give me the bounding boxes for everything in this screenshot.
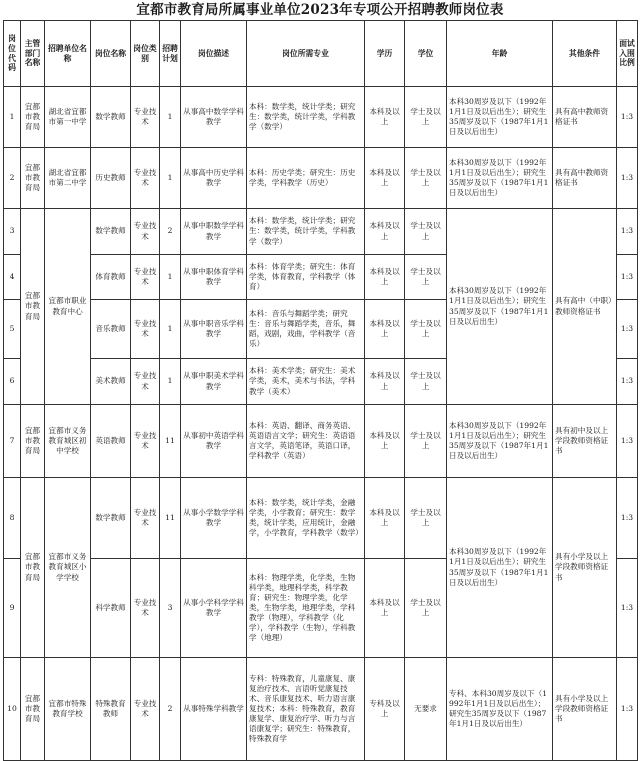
- table-row: [4, 478, 638, 559]
- cell-post: 历史教师: [91, 148, 131, 209]
- cell-edu: 本科及以上: [365, 559, 405, 658]
- cell-major: 专科：特殊教育，儿童康复、康复治疗技术、言语听觉康复技术、音乐康复技术、听力语言康复技术；本科：特殊教育，教育康复学、康复治疗学、听力与言语康复学；研究生：特殊教育，特殊教育学: [247, 658, 365, 761]
- cell-desc: 从事中职美术学科教学: [181, 359, 247, 405]
- table-row: [4, 658, 638, 761]
- cell-code: 4: [4, 255, 21, 300]
- cell-ratio: 1:3: [617, 359, 638, 405]
- cell-major: 本科：音乐与舞蹈学类；研究生：音乐与舞蹈学类，音乐，舞蹈，戏剧，戏曲，学科教学（音乐）: [247, 300, 365, 359]
- cell-post: 美术教师: [91, 359, 131, 405]
- cell-code: 5: [4, 300, 21, 359]
- cell-ratio: 1:3: [617, 87, 638, 148]
- cell-category: 专业技术: [131, 405, 160, 478]
- cell-degree: 学士及以上: [405, 87, 447, 148]
- cell-edu: 本科及以上: [365, 300, 405, 359]
- cell-major: 本科：英语、翻译、商务英语、英语语言文学；研究生：英语语言文学，英语笔译，英语口译，学科教学（英语）: [247, 405, 365, 478]
- cell-desc: 从事小学科学学科教学: [181, 559, 247, 658]
- cell-dept: 宜都市教育局: [21, 658, 45, 761]
- cell-plan: 1: [160, 255, 181, 300]
- cell-ratio: 1:3: [617, 559, 638, 658]
- recruitment-table: [3, 20, 638, 761]
- header-post: 岗位名称: [91, 21, 131, 87]
- cell-plan: 11: [160, 405, 181, 478]
- table-row: [4, 209, 638, 255]
- cell-ratio: 1:3: [617, 209, 638, 255]
- cell-other: 具有小学及以上学段教师资格证书: [553, 478, 617, 658]
- cell-unit: 宜都市义务教育城区小学学校: [45, 478, 91, 658]
- cell-code: 8: [4, 478, 21, 559]
- cell-degree: 无要求: [405, 658, 447, 761]
- cell-desc: 从事高中数学学科教学: [181, 87, 247, 148]
- cell-dept: 宜都市教育局: [21, 405, 45, 478]
- cell-major: 本科：体育学类；研究生：体育学类，体育教育，学科教学（体育）: [247, 255, 365, 300]
- cell-post: 音乐教师: [91, 300, 131, 359]
- cell-post: 科学教师: [91, 559, 131, 658]
- cell-dept: 宜都市教育局: [21, 209, 45, 405]
- cell-post: 数学教师: [91, 87, 131, 148]
- cell-ratio: 1:3: [617, 148, 638, 209]
- cell-dept: 宜都市教育局: [21, 87, 45, 148]
- cell-dept: 宜都市教育局: [21, 148, 45, 209]
- cell-plan: 1: [160, 300, 181, 359]
- cell-plan: 2: [160, 209, 181, 255]
- header-ratio: 面试入围比例: [617, 21, 638, 87]
- cell-desc: 从事中职体育学科教学: [181, 255, 247, 300]
- table-row: [4, 405, 638, 478]
- cell-code: 2: [4, 148, 21, 209]
- cell-degree: 学士及以上: [405, 209, 447, 255]
- cell-unit: 湖北省宜都市第一中学: [45, 87, 91, 148]
- table-row: [4, 87, 638, 148]
- cell-desc: 从事小学数学学科教学: [181, 478, 247, 559]
- cell-desc: 从事特殊学科教学: [181, 658, 247, 761]
- cell-degree: 学士及以上: [405, 478, 447, 559]
- cell-other: 具有初中及以上学段教师资格证书: [553, 405, 617, 478]
- cell-other: 具有高中教师资格证书: [553, 148, 617, 209]
- cell-other: 具有高中（中职）教师资格证书: [553, 209, 617, 405]
- cell-ratio: 1:3: [617, 658, 638, 761]
- cell-edu: 专科及以上: [365, 658, 405, 761]
- cell-unit: 宜都市义务教育城区初中学校: [45, 405, 91, 478]
- cell-degree: 学士及以上: [405, 559, 447, 658]
- cell-edu: 本科及以上: [365, 255, 405, 300]
- cell-category: 专业技术: [131, 87, 160, 148]
- cell-degree: 学士及以上: [405, 405, 447, 478]
- cell-unit: 湖北省宜都市第二中学: [45, 148, 91, 209]
- header-other: 其他条件: [553, 21, 617, 87]
- cell-plan: 1: [160, 87, 181, 148]
- cell-ratio: 1:3: [617, 405, 638, 478]
- cell-code: 9: [4, 559, 21, 658]
- recruitment-table-wrapper: [3, 20, 637, 744]
- cell-edu: 本科及以上: [365, 148, 405, 209]
- cell-edu: 本科及以上: [365, 478, 405, 559]
- cell-degree: 学士及以上: [405, 359, 447, 405]
- cell-code: 7: [4, 405, 21, 478]
- header-desc: 岗位描述: [181, 21, 247, 87]
- cell-category: 专业技术: [131, 658, 160, 761]
- cell-major: 本科：美术学类；研究生：美术学类，美术，美术与书法，学科教学（美术）: [247, 359, 365, 405]
- cell-desc: 从事初中英语学科教学: [181, 405, 247, 478]
- cell-major: 本科：物理学类，化学类，生物科学类，地理科学类，科学教育；研究生：物理学类，化学类，生物学类，地理学类，学科教学（物理），学科教学（化学），学科教学（生物），学科教学（地理）: [247, 559, 365, 658]
- cell-category: 专业技术: [131, 209, 160, 255]
- cell-ratio: 1:3: [617, 255, 638, 300]
- cell-edu: 本科及以上: [365, 209, 405, 255]
- cell-post: 英语教师: [91, 405, 131, 478]
- cell-unit: 宜都市特殊教育学校: [45, 658, 91, 761]
- cell-age: 本科30周岁及以下（1992年1月1日及以后出生）；研究生35周岁及以下（1987年1月1日及以后出生）: [447, 148, 553, 209]
- cell-post: 特殊教育教师: [91, 658, 131, 761]
- cell-post: 体育教师: [91, 255, 131, 300]
- cell-plan: 1: [160, 359, 181, 405]
- cell-other: 具有高中教师资格证书: [553, 87, 617, 148]
- cell-desc: 从事高中历史学科教学: [181, 148, 247, 209]
- cell-edu: 本科及以上: [365, 87, 405, 148]
- cell-plan: 3: [160, 559, 181, 658]
- cell-desc: 从事中职数学学科教学: [181, 209, 247, 255]
- cell-category: 专业技术: [131, 559, 160, 658]
- cell-age: 本科30周岁及以下（1992年1月1日及以后出生）；研究生35周岁及以下（1987年1月1日及以后出生）: [447, 87, 553, 148]
- cell-plan: 1: [160, 148, 181, 209]
- table-row: [4, 148, 638, 209]
- page-title: 宜都市教育局所属事业单位2023年专项公开招聘教师岗位表: [136, 2, 504, 18]
- header-code: 岗位代码: [4, 21, 21, 87]
- cell-dept: 宜都市教育局: [21, 478, 45, 658]
- header-unit: 招聘单位名称: [45, 21, 91, 87]
- cell-age: 本科30周岁及以下（1992年1月1日及以后出生）；研究生35周岁及以下（1987年1月1日及以后出生）: [447, 478, 553, 658]
- cell-degree: 学士及以上: [405, 255, 447, 300]
- cell-major: 本科：数学类，统计学类；研究生：数学类，统计学类，学科教学（数学）: [247, 209, 365, 255]
- cell-major: 本科：数学类，统计学类；研究生：数学类，统计学类，学科教学（数学）: [247, 87, 365, 148]
- cell-age: 专科、本科30周岁及以下（1992年1月1日及以后出生）；研究生35周岁及以下（1987年1月1日及以后出生）: [447, 658, 553, 761]
- cell-major: 本科：数学类，统计学类，金融学类，小学教育；研究生：数学类，统计学类，应用统计，金融学，小学教育，学科教学（数学）: [247, 478, 365, 559]
- cell-desc: 从事中职音乐学科教学: [181, 300, 247, 359]
- cell-other: 具有小学及以上学段教师资格证书: [553, 658, 617, 761]
- header-plan: 招聘计划: [160, 21, 181, 87]
- header-dept: 主管部门名称: [21, 21, 45, 87]
- cell-code: 6: [4, 359, 21, 405]
- header-major: 岗位所需专业: [247, 21, 365, 87]
- cell-ratio: 1:3: [617, 478, 638, 559]
- cell-category: 专业技术: [131, 478, 160, 559]
- cell-unit: 宜都市职业教育中心: [45, 209, 91, 405]
- cell-plan: 2: [160, 658, 181, 761]
- cell-post: 数学教师: [91, 478, 131, 559]
- cell-edu: 本科及以上: [365, 359, 405, 405]
- header-degree: 学位: [405, 21, 447, 87]
- cell-category: 专业技术: [131, 255, 160, 300]
- cell-category: 专业技术: [131, 148, 160, 209]
- header-category: 岗位类别: [131, 21, 160, 87]
- cell-code: 3: [4, 209, 21, 255]
- cell-degree: 学士及以上: [405, 300, 447, 359]
- cell-major: 本科：历史学类；研究生：历史学类，学科教学（历史）: [247, 148, 365, 209]
- table-header-row: [4, 21, 638, 87]
- cell-ratio: 1:3: [617, 300, 638, 359]
- cell-degree: 学士及以上: [405, 148, 447, 209]
- cell-code: 1: [4, 87, 21, 148]
- cell-code: 10: [4, 658, 21, 761]
- header-age: 年龄: [447, 21, 553, 87]
- cell-age: 本科30周岁及以下（1992年1月1日及以后出生）；研究生35周岁及以下（1987年1月1日及以后出生）: [447, 209, 553, 405]
- cell-edu: 本科及以上: [365, 405, 405, 478]
- cell-post: 数学教师: [91, 209, 131, 255]
- cell-category: 专业技术: [131, 300, 160, 359]
- header-edu: 学历: [365, 21, 405, 87]
- cell-age: 本科30周岁及以下（1992年1月1日及以后出生）；研究生35周岁及以下（1987年1月1日及以后出生）: [447, 405, 553, 478]
- cell-plan: 11: [160, 478, 181, 559]
- cell-category: 专业技术: [131, 359, 160, 405]
